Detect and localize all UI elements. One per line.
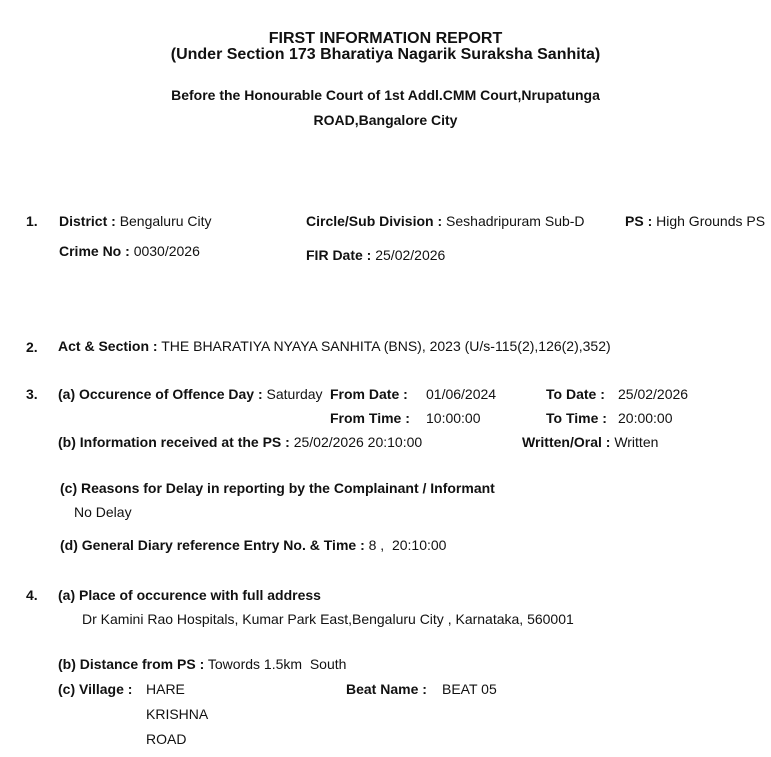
document-title: FIRST INFORMATION REPORT — [268, 30, 503, 47]
circle-label: Circle/Sub Division : — [306, 213, 443, 229]
district-label: District : — [59, 213, 116, 229]
circle-value: Seshadripuram Sub-D — [446, 213, 585, 229]
village-line-2: KRISHNA — [146, 706, 209, 722]
act-section-value: THE BHARATIYA NYAYA SANHITA (BNS), 2023 (U/s-115(2),126(2),352) — [161, 338, 611, 354]
ps-value: High Grounds PS — [656, 213, 766, 229]
village-label: (c) Village : — [58, 681, 133, 697]
general-diary-field — [60, 537, 446, 553]
delay-reason-value: No Delay — [74, 504, 132, 520]
general-diary-label: (d) General Diary reference Entry No. & Time : — [60, 537, 365, 553]
act-section-field — [58, 338, 611, 354]
district-field — [59, 213, 212, 229]
section-4-number: 4. — [26, 587, 38, 603]
offence-day-label: (a) Occurence of Offence Day : — [58, 386, 263, 402]
crime-no-field — [59, 243, 200, 259]
crime-no-label: Crime No : — [59, 243, 130, 259]
section-1-number: 1. — [26, 213, 38, 229]
beat-name-value: BEAT 05 — [442, 681, 497, 697]
to-time-label: To Time : — [546, 410, 607, 426]
written-oral-value: Written — [614, 434, 659, 450]
from-date-value: 01/06/2024 — [426, 386, 497, 402]
from-time-value: 10:00:00 — [426, 410, 481, 426]
beat-name-label: Beat Name : — [346, 681, 427, 697]
crime-no-value: 0030/2026 — [133, 243, 200, 259]
distance-field — [58, 656, 346, 672]
fir-date-value: 25/02/2026 — [375, 247, 446, 263]
village-line-1: HARE — [146, 681, 185, 697]
court-line-1: Before the Honourable Court of 1st Addl.CMM Court,Nrupatunga — [171, 87, 600, 103]
general-diary-value: 8 , 20:10:00 — [368, 537, 447, 553]
place-label: (a) Place of occurence with full address — [58, 587, 321, 603]
section-2-number: 2. — [26, 339, 38, 355]
ps-field — [625, 213, 765, 229]
act-section-label: Act & Section : — [58, 338, 158, 354]
document-subtitle: (Under Section 173 Bharatiya Nagarik Suraksha Sanhita) — [170, 46, 601, 63]
court-line-2: ROAD,Bangalore City — [313, 112, 458, 128]
circle-field — [306, 213, 585, 229]
offence-day-value: Saturday — [266, 386, 323, 402]
info-received-label: (b) Information received at the PS : — [58, 434, 290, 450]
district-value: Bengaluru City — [119, 213, 212, 229]
from-date-label: From Date : — [330, 386, 408, 402]
to-time-value: 20:00:00 — [618, 410, 673, 426]
from-time-label: From Time : — [330, 410, 410, 426]
village-line-3: ROAD — [146, 731, 187, 747]
written-oral-label: Written/Oral : — [522, 434, 611, 450]
written-oral-field — [522, 434, 658, 450]
section-3-number: 3. — [26, 386, 38, 402]
place-value: Dr Kamini Rao Hospitals, Kumar Park East,Bengaluru City , Karnataka, 560001 — [82, 611, 574, 627]
ps-label: PS : — [625, 213, 653, 229]
offence-day-field — [58, 386, 323, 402]
to-date-label: To Date : — [546, 386, 605, 402]
distance-label: (b) Distance from PS : — [58, 656, 205, 672]
info-received-value: 25/02/2026 20:10:00 — [293, 434, 423, 450]
delay-reason-label: (c) Reasons for Delay in reporting by the Complainant / Informant — [60, 480, 495, 496]
to-date-value: 25/02/2026 — [618, 386, 689, 402]
info-received-field — [58, 434, 422, 450]
fir-date-field — [306, 247, 445, 263]
fir-date-label: FIR Date : — [306, 247, 372, 263]
distance-value: Towords 1.5km South — [207, 656, 347, 672]
